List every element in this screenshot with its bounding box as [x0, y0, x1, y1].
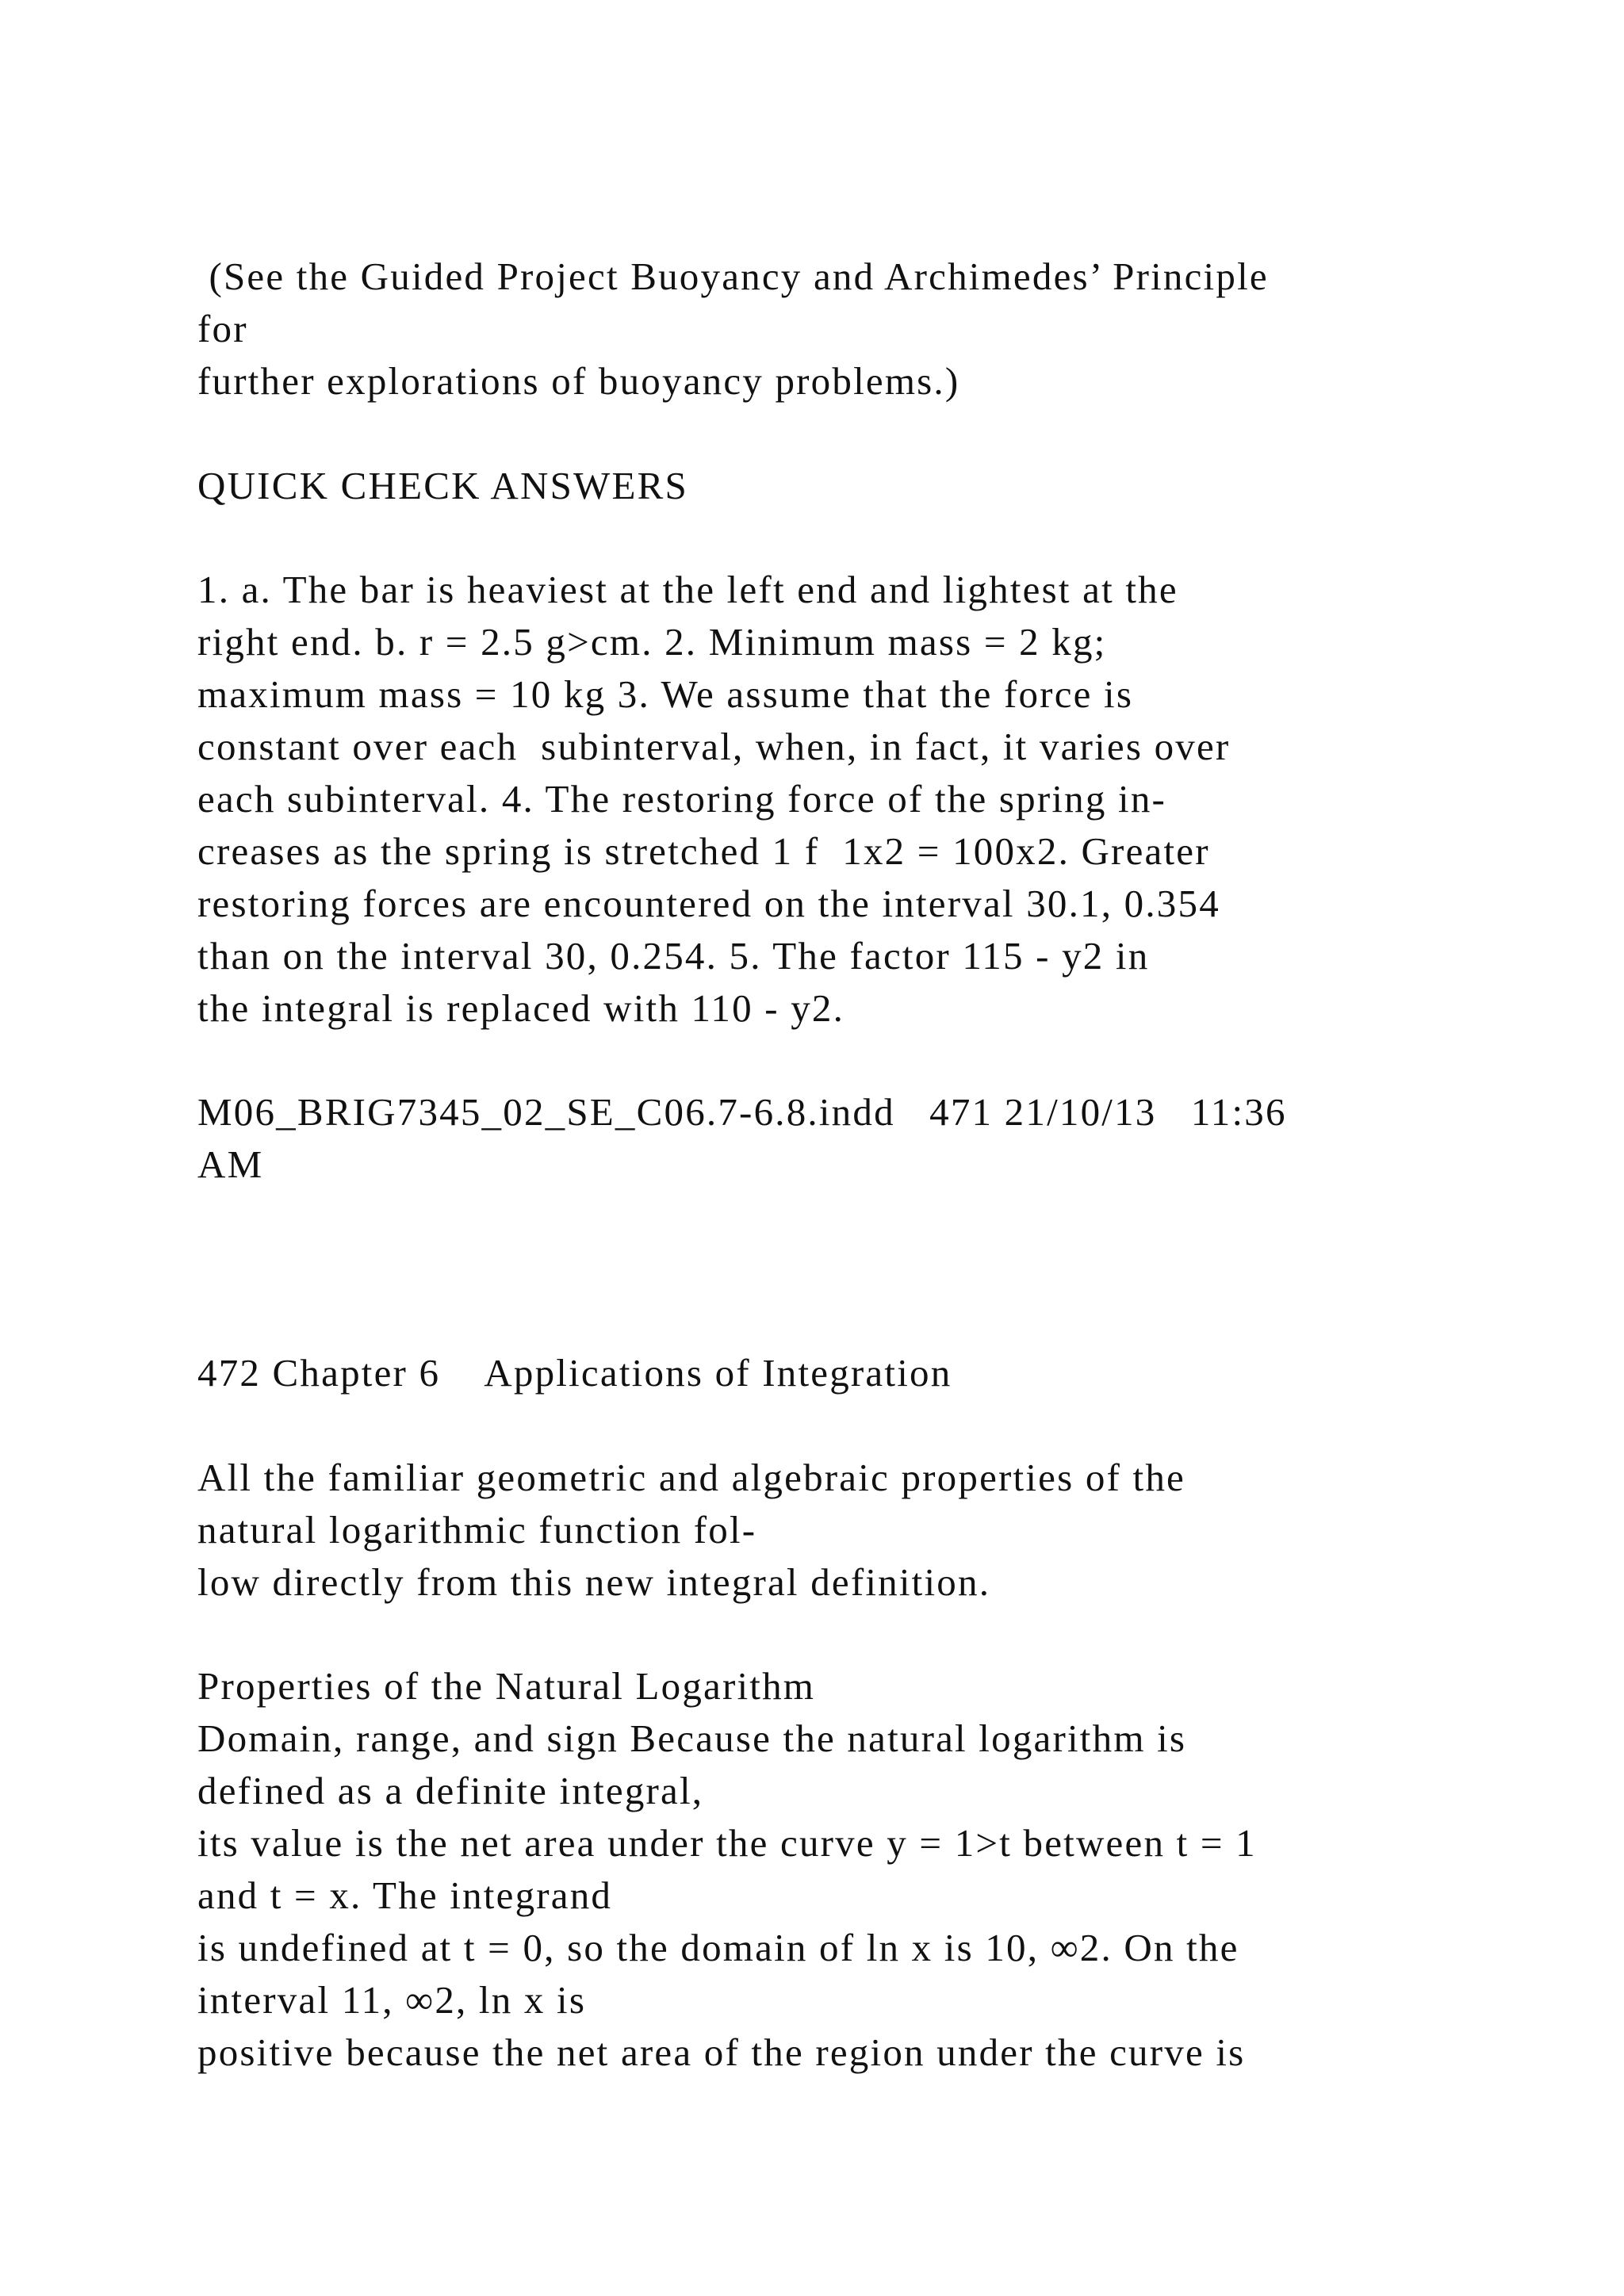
- intro-paragraph-line-3: low directly from this new integral definition.: [197, 1560, 991, 1604]
- quick-check-answer-line-1: 1. a. The bar is heaviest at the left end and lightest at the: [197, 568, 1178, 611]
- buoyancy-note-line-2: for: [197, 307, 248, 350]
- properties-line-8: positive because the net area of the region under the curve is: [197, 2030, 1246, 2074]
- properties-line-6: is undefined at t = 0, so the domain of ln x is 10, ∞2. On the: [197, 1926, 1239, 1969]
- quick-check-answer-line-6: creases as the spring is stretched 1 f 1x2 = 100x2. Greater: [197, 829, 1210, 873]
- quick-check-heading: QUICK CHECK ANSWERS: [197, 464, 688, 507]
- intro-paragraph-line-1: All the familiar geometric and algebraic properties of the: [197, 1456, 1185, 1499]
- quick-check-answer-line-7: restoring forces are encountered on the interval 30.1, 0.354: [197, 882, 1220, 925]
- running-header: 472 Chapter 6 Applications of Integration: [197, 1351, 952, 1395]
- properties-line-5: and t = x. The integrand: [197, 1873, 613, 1917]
- quick-check-answer-line-9: the integral is replaced with 110 - y2.: [197, 986, 845, 1030]
- quick-check-answer-line-5: each subinterval. 4. The restoring force of the spring in-: [197, 777, 1167, 821]
- intro-paragraph-line-2: natural logarithmic function fol-: [197, 1508, 757, 1552]
- quick-check-answer-line-2: right end. b. r = 2.5 g>cm. 2. Minimum mass = 2 kg;: [197, 620, 1107, 664]
- file-slug-line-1: M06_BRIG7345_02_SE_C06.7-6.8.indd 471 21/10/13 11:36: [197, 1090, 1287, 1134]
- quick-check-answer-line-8: than on the interval 30, 0.254. 5. The factor 115 - y2 in: [197, 934, 1150, 978]
- properties-line-4: its value is the net area under the curve y = 1>t between t = 1: [197, 1821, 1257, 1865]
- properties-heading: Properties of the Natural Logarithm: [197, 1664, 816, 1708]
- quick-check-answer-line-4: constant over each subinterval, when, in fact, it varies over: [197, 725, 1231, 768]
- buoyancy-note-line-3: further explorations of buoyancy problems.): [197, 359, 960, 403]
- quick-check-answer-line-3: maximum mass = 10 kg 3. We assume that the force is: [197, 672, 1134, 716]
- properties-line-7: interval 11, ∞2, ln x is: [197, 1978, 587, 2022]
- properties-line-2: Domain, range, and sign Because the natural logarithm is: [197, 1716, 1187, 1760]
- properties-line-3: defined as a definite integral,: [197, 1769, 704, 1812]
- file-slug-line-2: AM: [197, 1142, 264, 1186]
- buoyancy-note-line-1: (See the Guided Project Buoyancy and Archimedes’ Principle: [197, 254, 1269, 298]
